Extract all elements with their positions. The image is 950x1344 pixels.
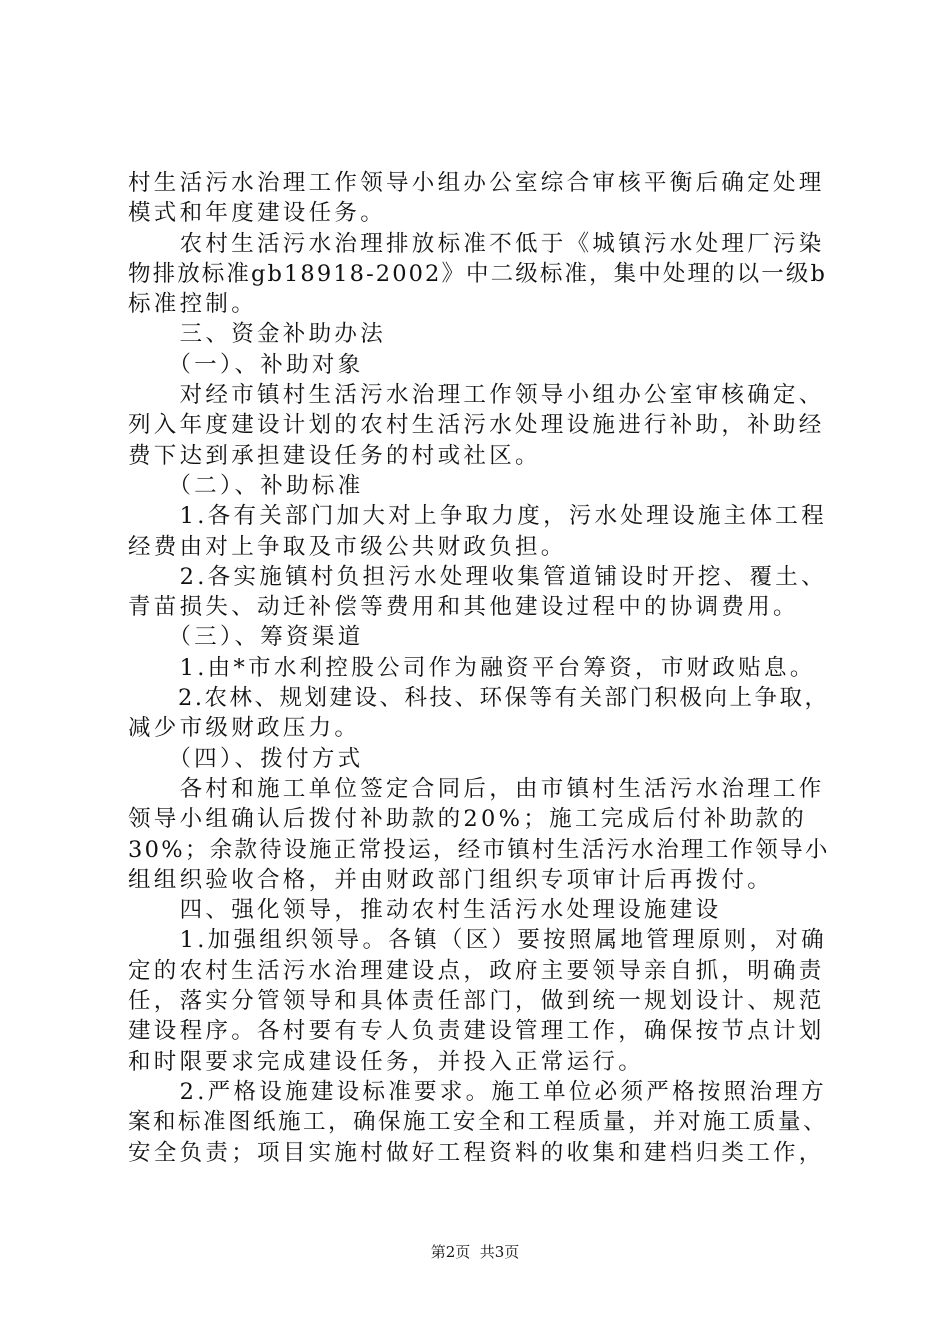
text-line: 三、资金补助办法 [128,321,387,348]
text-line: 费下达到承担建设任务的村或社区。 [128,442,541,469]
text-line: 标准控制。 [128,291,258,318]
text-line: 列入年度建设计划的农村生活污水处理设施进行补助，补助经 [128,412,825,439]
page-number-footer: 第2页 共3页 [430,1243,520,1261]
text-line: 村生活污水治理工作领导小组办公室综合审核平衡后确定处理 [128,170,825,196]
text-line: 组组织验收合格，并由财政部门组织专项审计后再拨付。 [128,866,774,893]
text-line: （二）、补助标准 [128,472,364,499]
text-line: 2.农林、规划建设、科技、环保等有关部门积极向上争取， [128,685,830,712]
text-line: 1.由*市水利控股公司作为融资平台筹资，市财政贴息。 [128,654,816,681]
text-line: 物排放标准gb18918-2002》中二级标准，集中处理的以一级b [128,260,827,287]
text-line: 对经市镇村生活污水治理工作领导小组办公室审核确定、 [128,382,825,409]
text-line: 定的农村生活污水治理建设点，政府主要领导亲自抓，明确责 [128,957,825,984]
text-line: 1.加强组织领导。各镇（区）要按照属地管理原则，对确 [128,927,827,954]
text-line: 任，落实分管领导和具体责任部门，做到统一规划设计、规范 [128,988,825,1015]
text-line: 30%；余款待设施正常投运，经市镇村生活污水治理工作领导小 [128,836,830,863]
text-line: 经费由对上争取及市级公共财政负担。 [128,533,567,560]
text-line: 领导小组确认后拨付补助款的20%；施工完成后付补助款的 [128,806,808,833]
text-line: 安全负责；项目实施村做好工程资料的收集和建档归类工作， [128,1139,825,1166]
text-line: 农村生活污水治理排放标准不低于《城镇污水处理厂污染 [128,230,825,257]
text-line: 2.严格设施建设标准要求。施工单位必须严格按照治理方 [128,1078,827,1105]
text-line: 青苗损失、动迁补偿等费用和其他建设过程中的协调费用。 [128,594,799,621]
text-line: 各村和施工单位签定合同后，由市镇村生活污水治理工作 [128,775,825,802]
text-line: 四、强化领导，推动农村生活污水处理设施建设 [128,897,722,924]
text-line: 模式和年度建设任务。 [128,200,387,227]
text-line: （一）、补助对象 [128,351,364,378]
text-line: 2.各实施镇村负担污水处理收集管道铺设时开挖、覆土、 [128,563,827,590]
text-line: 案和标准图纸施工，确保施工安全和工程质量，并对施工质量、 [128,1109,829,1136]
text-line: 建设程序。各村要有专人负责建设管理工作，确保按节点计划 [128,1018,825,1045]
text-line: （三）、筹资渠道 [128,624,364,651]
text-line: 和时限要求完成建设任务，并投入正常运行。 [128,1048,645,1075]
text-line: 1.各有关部门加大对上争取力度，污水处理设施主体工程 [128,503,827,530]
body-text [128,168,830,1168]
text-line: 减少市级财政压力。 [128,715,361,742]
text-line: （四）、拨付方式 [128,745,364,772]
